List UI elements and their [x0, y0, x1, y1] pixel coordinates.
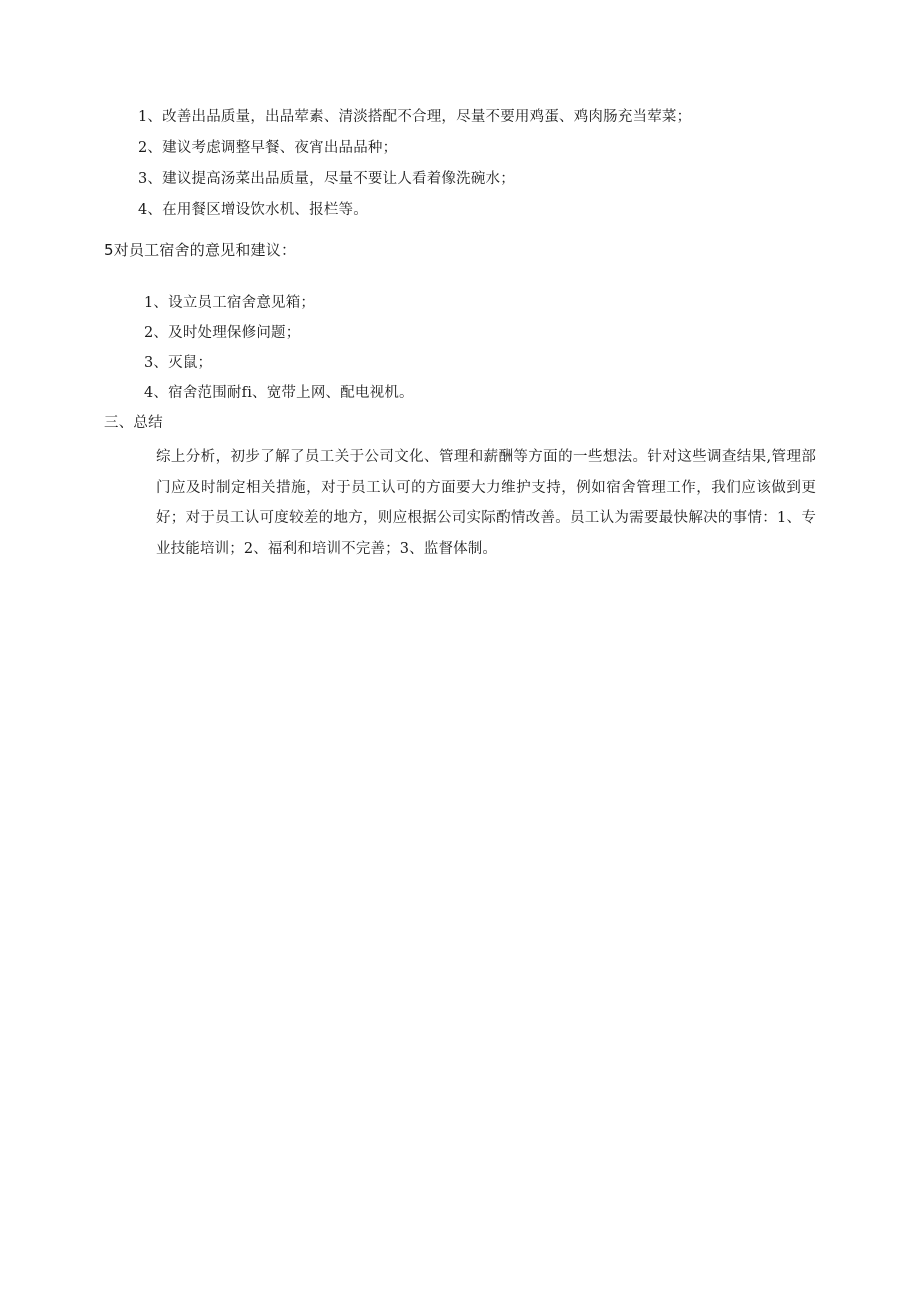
- summary-paragraph: 综上分析，初步了解了员工关于公司文化、管理和薪酬等方面的一些想法。针对这些调查结果,管理部门应及时制定相关措施，对于员工认可的方面要大力维护支持，例如宿舍管理工作，我们应该做到更好；对于员工认可度较差的地方，则应根据公司实际酌情改善。员工认为需要最快解决的事情：1、专业技能培训；2、福利和培训不完善；3、监督体制。: [156, 449, 816, 557]
- section4-item-3: 3、建议提高汤菜出品质量，尽量不要让人看着像洗碗水；: [138, 171, 515, 187]
- section5-item-1: 1、设立员工宿舍意见箱；: [144, 295, 316, 311]
- section5-item-4: 4、宿舍范围耐fi、宽带上网、配电视机。: [144, 385, 414, 401]
- section4-item-4: 4、在用餐区增设饮水机、报栏等。: [138, 202, 368, 218]
- summary-heading: 三、总结: [104, 415, 163, 431]
- section5-item-2: 2、及时处理保修问题；: [144, 325, 301, 341]
- section4-item-2: 2、建议考虑调整早餐、夜宵出品品种；: [138, 140, 398, 156]
- section5-item-3: 3、灭鼠；: [144, 355, 213, 371]
- section5-heading: 5对员工宿舍的意见和建议：: [104, 241, 297, 259]
- section4-item-1: 1、改善出品质量，出品荤素、清淡搭配不合理，尽量不要用鸡蛋、鸡肉肠充当荤菜；: [138, 109, 692, 125]
